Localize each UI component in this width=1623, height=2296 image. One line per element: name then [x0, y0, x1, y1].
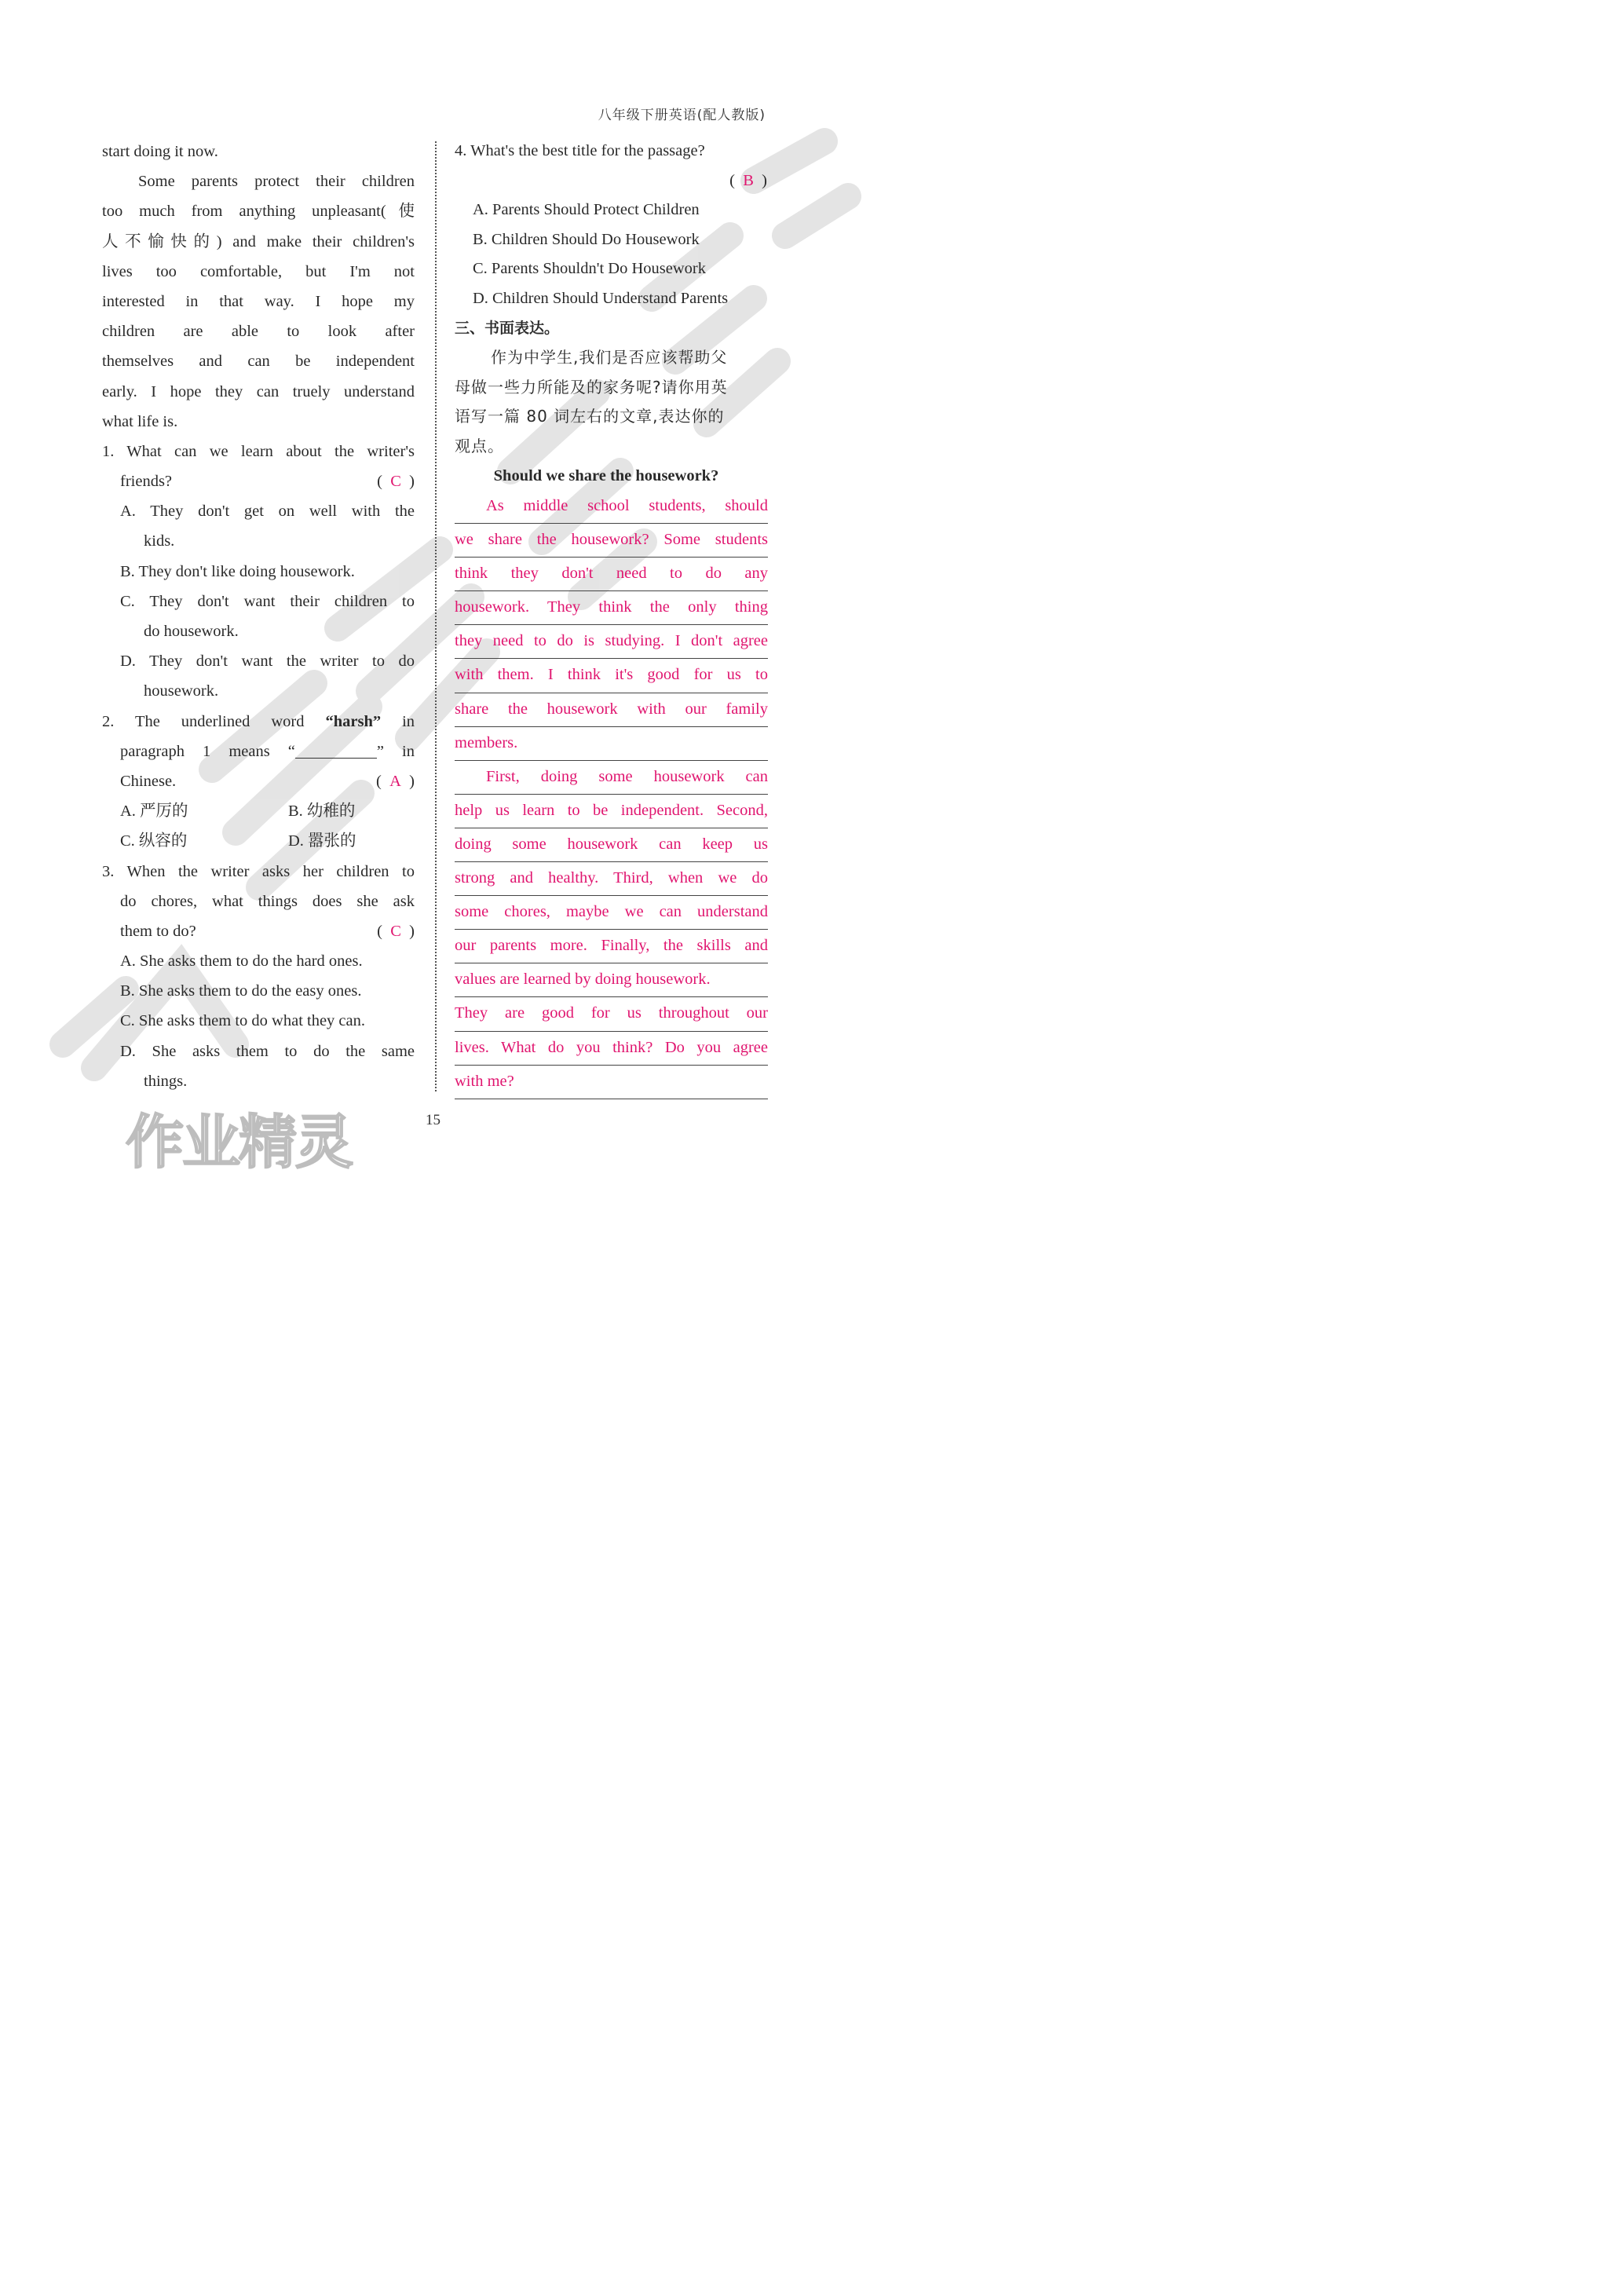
- section-title: 三、书面表达。: [455, 319, 560, 337]
- question-3-option-d-cont: things.: [144, 1072, 188, 1090]
- question-4-stem: 4. What's the best title for the passage?: [455, 142, 705, 159]
- question-2-stem-text-2: paragraph 1 means “: [120, 742, 295, 760]
- question-1-answer-letter: C: [390, 473, 401, 491]
- question-2-answer: ( A ): [376, 772, 415, 790]
- question-1-option-c: C. They don't want their children to: [120, 592, 415, 610]
- passage-line: what life is.: [102, 412, 178, 430]
- essay-line: lives. What do you think? Do you agree: [455, 1032, 768, 1066]
- question-2-blank: [295, 741, 377, 759]
- question-2-stem-text-3: ” in: [376, 742, 415, 760]
- essay-line: some chores, maybe we can understand: [455, 896, 768, 930]
- essay-line: First, doing some housework can: [455, 761, 768, 795]
- question-1-option-d: D. They don't want the writer to do: [120, 653, 415, 671]
- question-2-options-row: [102, 796, 415, 826]
- question-3-stem-text: them to do?: [120, 922, 196, 940]
- question-1-stem: 1. What can we learn about the writer's: [102, 442, 415, 460]
- question-4-option-a: A. Parents Should Protect Children: [473, 201, 700, 219]
- question-2-stem-cont: [102, 737, 415, 766]
- question-3-stem-cont-2: [102, 916, 415, 946]
- page-header: 八年级下册英语(配人教版): [598, 108, 766, 123]
- question-1-option-b: B. They don't like doing housework.: [120, 562, 355, 580]
- essay-line: They are good for us throughout our: [455, 997, 768, 1031]
- question-2-stem: [102, 707, 415, 737]
- essay-line: As middle school students, should: [455, 490, 768, 524]
- question-2-stem-in: in: [402, 712, 415, 730]
- question-2-keyword: “harsh”: [325, 712, 382, 730]
- page-number: 15: [426, 1112, 440, 1128]
- passage-line: interested in that way. I hope my: [102, 292, 415, 310]
- essay-line: values are learned by doing housework.: [455, 963, 768, 997]
- question-4-answer: ( B ): [729, 171, 767, 189]
- essay-line: strong and healthy. Third, when we do: [455, 862, 768, 896]
- essay-line: we share the housework? Some students: [455, 524, 768, 558]
- question-2-option-d: D. 嚣张的: [288, 832, 356, 850]
- writing-prompt-line: 观点。: [455, 436, 504, 455]
- question-1-option-c-cont: do housework.: [144, 623, 239, 640]
- essay-line: share the housework with our family: [455, 693, 768, 727]
- question-2-option-b: B. 幼稚的: [288, 803, 356, 821]
- question-3-option-c: C. She asks them to do what they can.: [120, 1012, 366, 1030]
- passage-line: 人不愉快的) and make their children's: [102, 232, 415, 250]
- essay-line: with them. I think it's good for us to: [455, 659, 768, 693]
- question-3-option-a: A. She asks them to do the hard ones.: [120, 952, 363, 971]
- question-1-stem-cont: [102, 466, 415, 496]
- essay-line: help us learn to be independent. Second,: [455, 795, 768, 828]
- question-2-option-c: C. 纵容的: [120, 832, 188, 850]
- passage-line: children are able to look after: [102, 323, 415, 341]
- essay-line: housework. They think the only thing: [455, 591, 768, 625]
- question-3-stem-cont: do chores, what things does she ask: [120, 892, 415, 910]
- left-column: [102, 137, 415, 1096]
- question-1-stem-text: friends?: [120, 473, 173, 491]
- question-1-answer: ( C ): [377, 473, 415, 491]
- question-3-stem: 3. When the writer asks her children to: [102, 862, 415, 880]
- essay-line: our parents more. Finally, the skills and: [455, 930, 768, 963]
- passage-line: Some parents protect their children: [138, 173, 415, 191]
- essay-line: with me?: [455, 1066, 768, 1099]
- question-2-stem-cont-2: [102, 766, 415, 796]
- passage-line: early. I hope they can truely understand: [102, 382, 415, 400]
- writing-prompt-line: 作为中学生,我们是否应该帮助父: [491, 348, 728, 367]
- essay-line: think they don't need to do any: [455, 558, 768, 591]
- essay-answer: [455, 490, 768, 1099]
- question-4-answer-letter: B: [743, 171, 754, 189]
- passage-line: start doing it now.: [102, 143, 218, 160]
- essay-line: members.: [455, 727, 768, 761]
- passage-line: themselves and can be independent: [102, 353, 415, 371]
- essay-title: Should we share the housework?: [493, 466, 719, 484]
- question-3-option-b: B. She asks them to do the easy ones.: [120, 982, 362, 1000]
- question-2-stem-text: 2. The underlined word: [102, 712, 305, 730]
- watermark-logo: [126, 1096, 352, 1179]
- question-1-option-d-cont: housework.: [144, 682, 219, 700]
- essay-line: they need to do is studying. I don't agree: [455, 625, 768, 659]
- watermark-text: 作业精灵: [126, 1109, 352, 1176]
- column-divider: [435, 141, 437, 1091]
- right-column: [455, 137, 767, 491]
- passage-line: lives too comfortable, but I'm not: [102, 262, 415, 280]
- question-1-option-a-cont: kids.: [144, 532, 175, 550]
- question-4-option-b: B. Children Should Do Housework: [473, 230, 700, 248]
- question-2-options-row: [102, 826, 415, 856]
- question-1-option-a: A. They don't get on well with the: [120, 503, 415, 521]
- question-3-answer: ( C ): [377, 922, 415, 940]
- question-4-answer-row: [455, 166, 767, 196]
- writing-prompt-line: 语写一篇 80 词左右的文章,表达你的: [455, 407, 725, 426]
- writing-prompt-line: 母做一些力所能及的家务呢?请你用英: [455, 377, 728, 397]
- question-3-answer-letter: C: [390, 922, 401, 940]
- question-2-option-a: A. 严厉的: [120, 803, 188, 821]
- question-2-answer-letter: A: [389, 772, 401, 790]
- passage-line: too much from anything unpleasant(使: [102, 203, 415, 221]
- question-4-option-c: C. Parents Shouldn't Do Housework: [473, 260, 706, 278]
- question-3-option-d: D. She asks them to do the same: [120, 1042, 415, 1060]
- question-2-stem-text-4: Chinese.: [120, 772, 177, 790]
- essay-line: doing some housework can keep us: [455, 828, 768, 862]
- question-4-option-d: D. Children Should Understand Parents: [473, 289, 729, 307]
